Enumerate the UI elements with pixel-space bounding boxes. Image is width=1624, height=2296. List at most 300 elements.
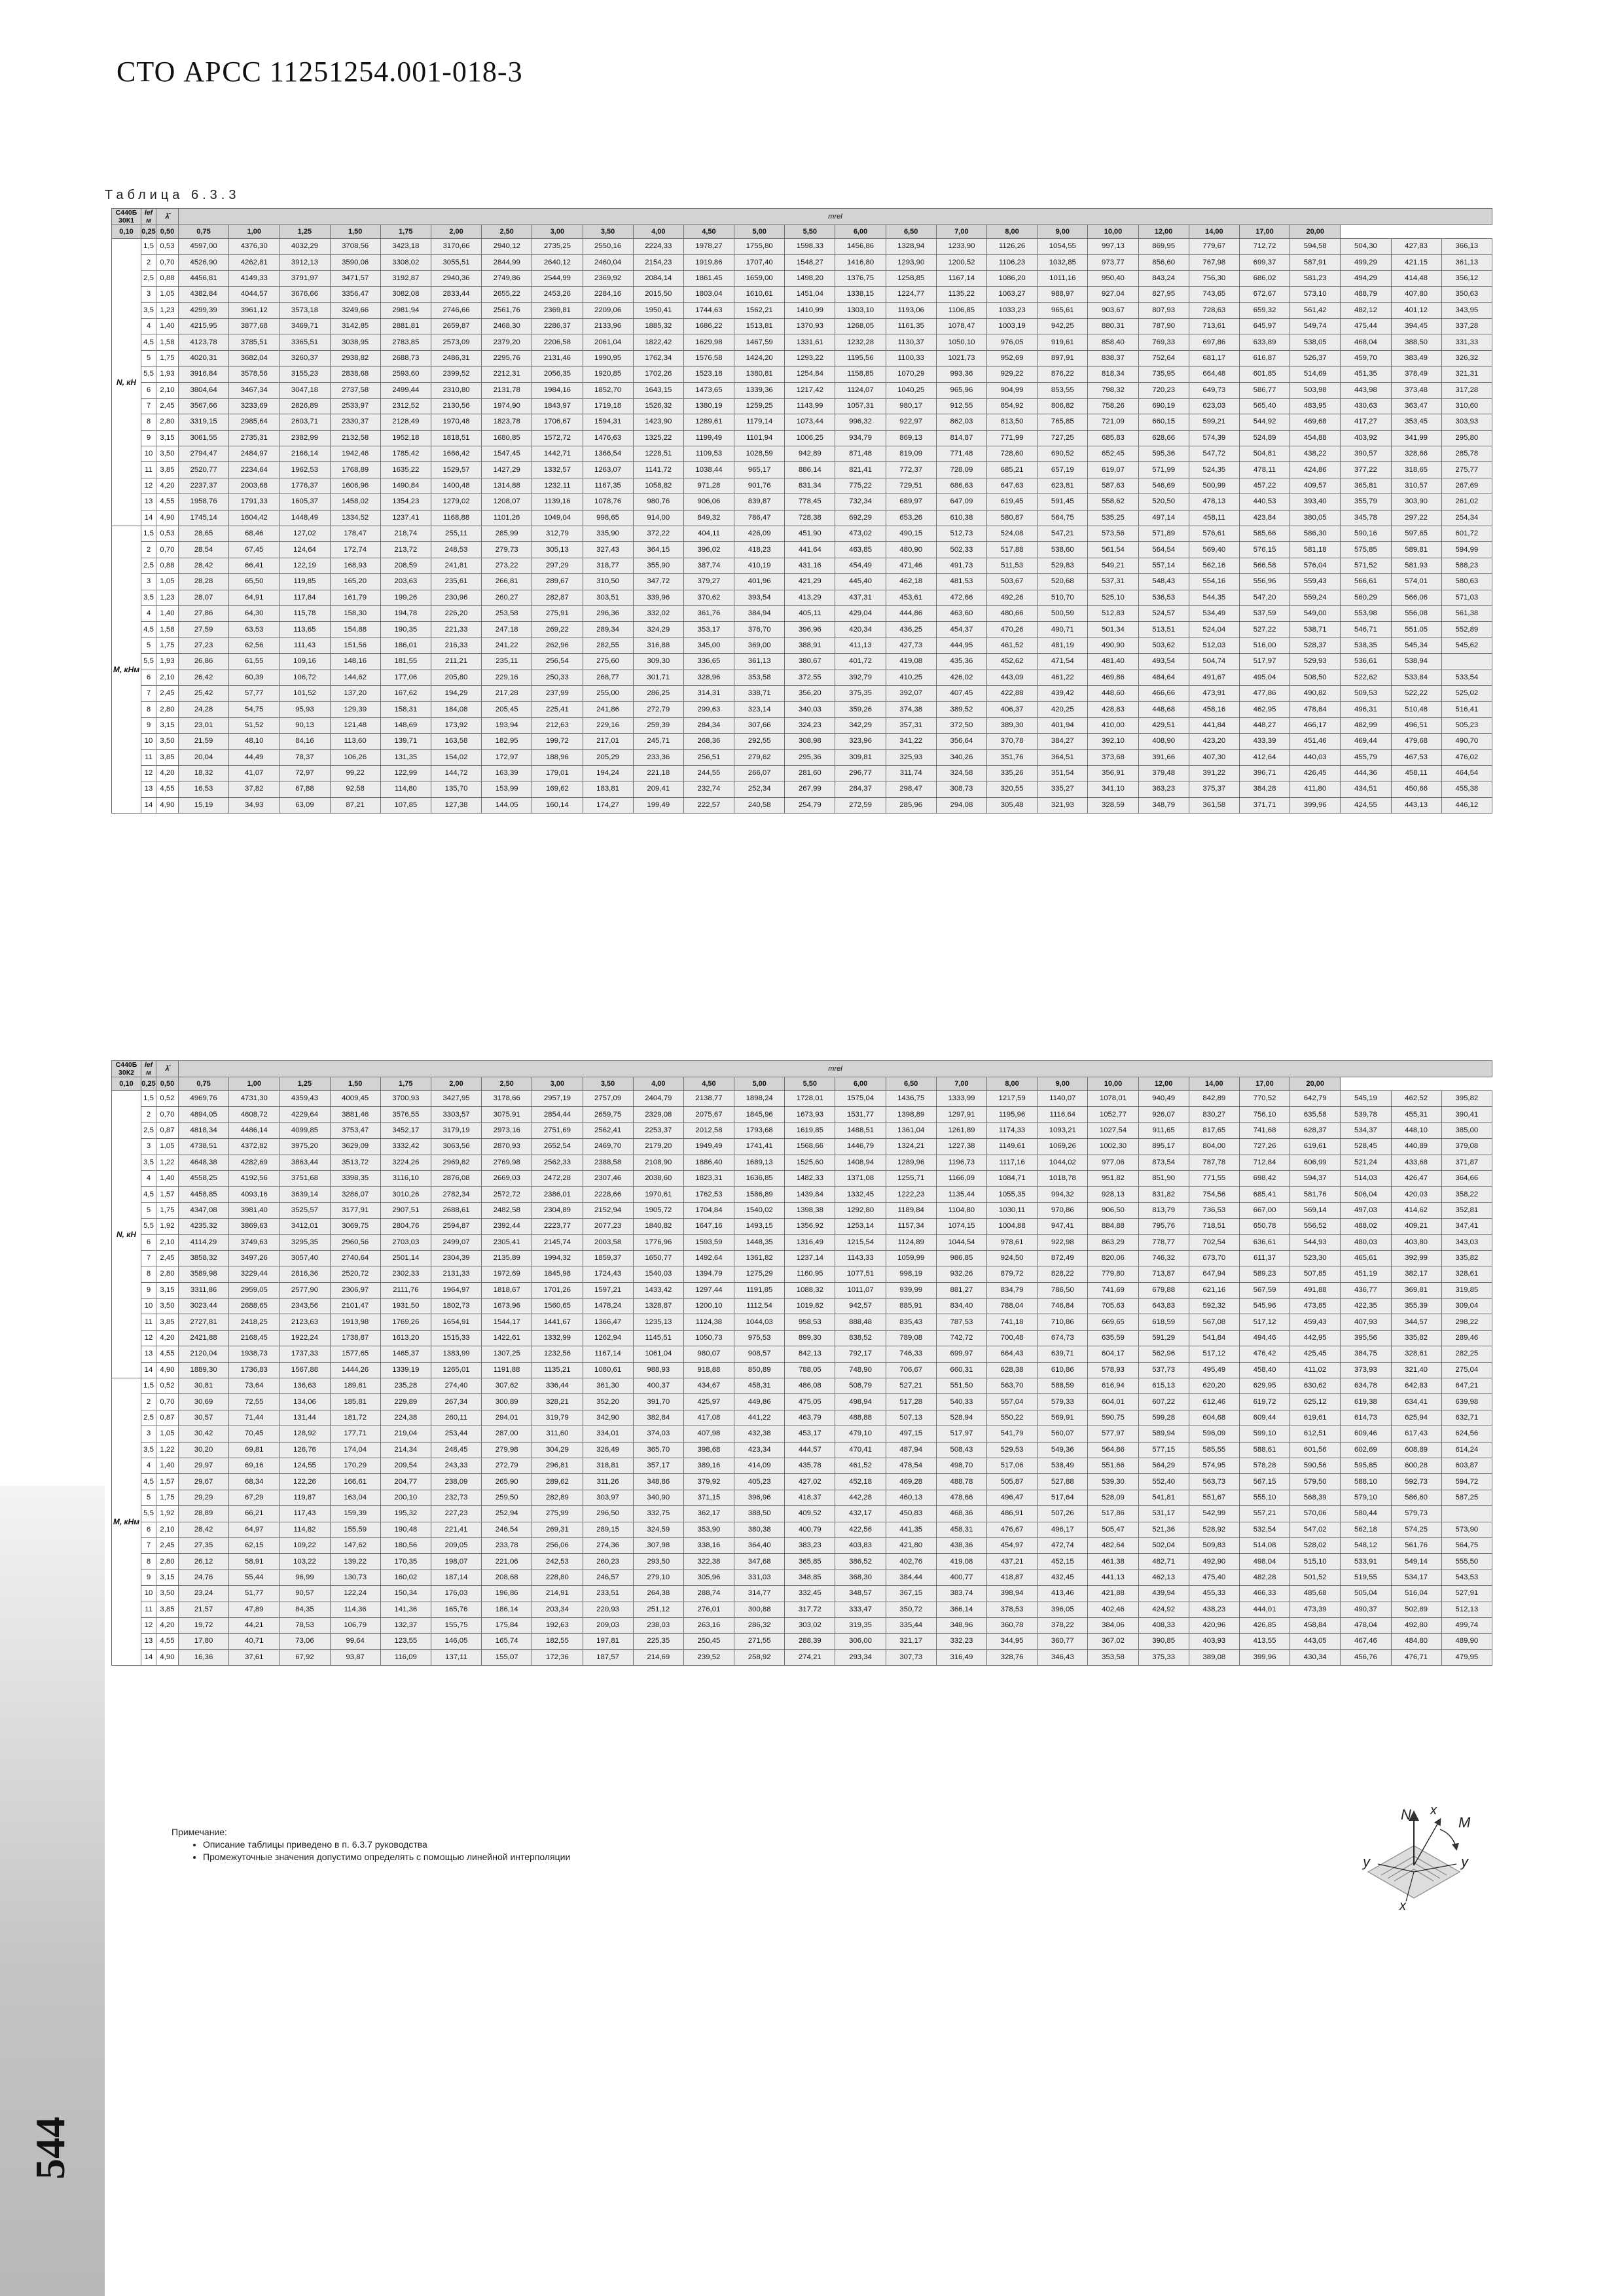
value-cell: 1376,75 (835, 270, 886, 286)
value-cell: 151,56 (330, 637, 380, 653)
table-row (112, 670, 1492, 685)
length-cell: 3 (141, 1426, 156, 1442)
value-cell: 66,21 (229, 1506, 280, 1522)
value-cell: 1433,42 (633, 1282, 683, 1298)
value-cell: 131,35 (380, 749, 431, 765)
value-cell: 2128,49 (380, 414, 431, 430)
value-cell: 286,32 (734, 1617, 785, 1633)
value-cell: 482,28 (1239, 1570, 1290, 1585)
value-cell: 265,90 (482, 1474, 532, 1490)
value-cell: 384,75 (1341, 1346, 1391, 1362)
value-cell: 888,48 (835, 1314, 886, 1330)
value-cell: 908,57 (734, 1346, 785, 1362)
value-cell: 170,35 (380, 1554, 431, 1570)
value-cell: 926,07 (1138, 1107, 1189, 1122)
value-cell: 64,97 (229, 1522, 280, 1537)
value-cell: 384,28 (1239, 781, 1290, 797)
value-cell: 664,48 (1189, 367, 1239, 382)
column-header: 1,50 (330, 225, 380, 239)
value-cell: 2854,44 (532, 1107, 583, 1122)
value-cell: 488,02 (1341, 1219, 1391, 1234)
value-cell: 2573,09 (431, 334, 481, 350)
value-cell: 1523,18 (683, 367, 734, 382)
value-cell: 4299,39 (179, 302, 229, 318)
value-cell: 3142,85 (330, 318, 380, 334)
table-row (112, 734, 1492, 749)
value-cell: 1074,15 (936, 1219, 986, 1234)
value-cell: 1101,94 (734, 430, 785, 446)
column-header: 2,50 (482, 225, 532, 239)
mrel-header: mrel (179, 209, 1492, 225)
value-cell: 328,66 (1391, 446, 1441, 462)
value-cell: 275,04 (1441, 1362, 1492, 1378)
value-cell: 536,61 (1341, 654, 1391, 670)
value-cell: 1018,78 (1038, 1170, 1088, 1186)
value-cell: 590,75 (1088, 1410, 1138, 1426)
value-cell: 303,51 (583, 590, 633, 605)
value-cell: 338,16 (683, 1537, 734, 1553)
value-cell: 353,58 (1088, 1649, 1138, 1665)
length-cell: 7 (141, 398, 156, 414)
value-cell: 3023,44 (179, 1299, 229, 1314)
value-cell: 601,85 (1239, 367, 1290, 382)
value-cell: 311,74 (886, 765, 936, 781)
table-row (112, 1410, 1492, 1426)
value-cell: 623,03 (1189, 398, 1239, 414)
value-cell: 141,36 (380, 1602, 431, 1617)
value-cell: 174,04 (330, 1442, 380, 1458)
value-cell: 478,13 (1189, 494, 1239, 510)
value-cell: 117,84 (280, 590, 330, 605)
value-cell: 478,84 (1290, 702, 1341, 717)
value-cell: 1498,20 (785, 270, 835, 286)
value-cell: 478,04 (1341, 1617, 1391, 1633)
value-cell: 650,78 (1239, 1219, 1290, 1234)
table-row (112, 1537, 1492, 1553)
value-cell: 127,02 (280, 526, 330, 542)
value-cell: 2388,58 (583, 1155, 633, 1170)
value-cell: 617,43 (1391, 1426, 1441, 1442)
table-row (112, 1474, 1492, 1490)
value-cell: 455,33 (1189, 1586, 1239, 1602)
value-cell: 996,32 (835, 414, 886, 430)
value-cell: 390,85 (1138, 1634, 1189, 1649)
slenderness-cell: 2,45 (156, 1250, 179, 1266)
value-cell: 356,20 (785, 685, 835, 701)
value-cell: 260,27 (482, 590, 532, 605)
value-cell: 485,68 (1290, 1586, 1341, 1602)
value-cell: 1011,16 (1038, 270, 1088, 286)
value-cell: 564,75 (1441, 1537, 1492, 1553)
value-cell: 364,66 (1441, 1170, 1492, 1186)
value-cell: 1922,24 (280, 1330, 330, 1346)
column-header: 4,00 (633, 1077, 683, 1091)
value-cell: 3063,56 (431, 1139, 481, 1155)
value-cell: 328,59 (1088, 797, 1138, 813)
value-cell: 2486,31 (431, 350, 481, 366)
value-cell: 499,74 (1441, 1617, 1492, 1633)
value-cell: 587,25 (1441, 1490, 1492, 1505)
value-cell: 2782,34 (431, 1187, 481, 1202)
value-cell: 1738,87 (330, 1330, 380, 1346)
value-cell: 491,73 (936, 558, 986, 573)
value-cell: 3912,13 (280, 255, 330, 270)
value-cell: 537,31 (1088, 574, 1138, 590)
value-cell: 2562,41 (583, 1122, 633, 1138)
value-cell: 26,86 (179, 654, 229, 670)
value-cell: 400,79 (785, 1522, 835, 1537)
value-cell: 471,46 (886, 558, 936, 573)
value-cell: 30,20 (179, 1442, 229, 1458)
value-cell: 262,96 (532, 637, 583, 653)
value-cell: 527,21 (886, 1378, 936, 1394)
value-cell: 242,53 (532, 1554, 583, 1570)
slenderness-cell: 1,75 (156, 350, 179, 366)
value-cell: 1680,85 (482, 430, 532, 446)
value-cell: 505,47 (1088, 1522, 1138, 1537)
slenderness-cell: 2,45 (156, 398, 179, 414)
value-cell: 419,08 (886, 654, 936, 670)
value-cell: 368,30 (835, 1570, 886, 1585)
column-header: 5,50 (785, 1077, 835, 1091)
slenderness-cell: 2,10 (156, 382, 179, 398)
value-cell: 1380,81 (734, 367, 785, 382)
value-cell: 3639,14 (280, 1187, 330, 1202)
value-cell: 1920,85 (583, 367, 633, 382)
value-cell: 203,34 (532, 1602, 583, 1617)
value-cell: 430,34 (1290, 1649, 1341, 1665)
value-cell: 528,02 (1290, 1537, 1341, 1553)
value-cell: 306,00 (835, 1634, 886, 1649)
value-cell: 165,74 (482, 1634, 532, 1649)
value-cell: 551,05 (1391, 622, 1441, 637)
value-cell: 483,95 (1290, 398, 1341, 414)
value-cell: 517,97 (1239, 654, 1290, 670)
value-cell: 340,03 (785, 702, 835, 717)
value-cell: 569,91 (1038, 1410, 1088, 1426)
group-label: M, кНм (112, 1378, 141, 1666)
value-cell: 194,78 (380, 605, 431, 621)
value-cell: 1063,27 (987, 287, 1038, 302)
value-cell: 1762,34 (633, 350, 683, 366)
value-cell: 258,92 (734, 1649, 785, 1665)
value-cell: 1086,20 (987, 270, 1038, 286)
value-cell: 30,42 (179, 1426, 229, 1442)
value-cell: 2940,36 (431, 270, 481, 286)
value-cell: 379,27 (683, 574, 734, 590)
value-cell: 1084,71 (987, 1170, 1038, 1186)
value-cell: 251,12 (633, 1602, 683, 1617)
value-cell: 37,82 (229, 781, 280, 797)
value-cell: 466,33 (1239, 1586, 1290, 1602)
slenderness-cell: 1,92 (156, 1219, 179, 1234)
value-cell: 1189,84 (886, 1202, 936, 1218)
value-cell: 444,86 (886, 605, 936, 621)
value-cell: 161,79 (330, 590, 380, 605)
value-cell: 881,27 (936, 1282, 986, 1298)
value-cell: 538,94 (1391, 654, 1441, 670)
value-cell: 521,36 (1138, 1522, 1189, 1537)
value-cell: 395,56 (1341, 1330, 1391, 1346)
value-cell: 556,96 (1239, 574, 1290, 590)
value-cell: 2544,99 (532, 270, 583, 286)
value-cell: 588,23 (1441, 558, 1492, 573)
value-cell: 454,88 (1290, 430, 1341, 446)
value-cell: 188,96 (532, 749, 583, 765)
value-cell: 311,60 (532, 1426, 583, 1442)
column-header: 10,00 (1088, 225, 1138, 239)
value-cell: 1366,47 (583, 1314, 633, 1330)
value-cell: 2640,12 (532, 255, 583, 270)
length-cell: 9 (141, 717, 156, 733)
value-cell: 426,85 (1239, 1617, 1290, 1633)
value-cell: 73,06 (280, 1634, 330, 1649)
value-cell: 633,89 (1239, 334, 1290, 350)
value-cell: 2746,66 (431, 302, 481, 318)
value-cell: 3676,66 (280, 287, 330, 302)
value-cell: 1823,31 (683, 1170, 734, 1186)
length-cell: 9 (141, 1282, 156, 1298)
value-cell: 1255,71 (886, 1170, 936, 1186)
value-cell: 596,09 (1189, 1426, 1239, 1442)
value-cell: 394,45 (1391, 318, 1441, 334)
value-cell: 3629,09 (330, 1139, 380, 1155)
value-cell: 328,61 (1441, 1266, 1492, 1282)
value-cell: 1124,38 (683, 1314, 734, 1330)
value-cell: 532,54 (1239, 1522, 1290, 1537)
value-cell: 321,31 (1441, 367, 1492, 382)
k-header: λ̄ (156, 209, 179, 225)
value-cell: 804,00 (1189, 1139, 1239, 1155)
value-cell: 466,17 (1290, 717, 1341, 733)
value-cell: 1314,88 (482, 478, 532, 493)
value-cell: 310,57 (1391, 478, 1441, 493)
value-cell: 820,06 (1088, 1250, 1138, 1266)
value-cell: 1990,95 (583, 350, 633, 366)
table-row (112, 1122, 1492, 1138)
corner-top: С440Б (115, 209, 137, 217)
value-cell: 27,86 (179, 605, 229, 621)
value-cell: 1845,98 (532, 1266, 583, 1282)
value-cell: 490,15 (886, 526, 936, 542)
slenderness-cell: 2,45 (156, 1537, 179, 1553)
value-cell: 1493,15 (734, 1219, 785, 1234)
value-cell: 158,31 (380, 702, 431, 717)
column-header: 12,00 (1138, 225, 1189, 239)
value-cell: 3700,93 (380, 1091, 431, 1107)
value-cell: 635,58 (1290, 1107, 1341, 1122)
column-header: 0,75 (179, 1077, 229, 1091)
table-row (112, 1426, 1492, 1442)
value-cell: 1227,38 (936, 1139, 986, 1155)
value-cell: 814,87 (936, 430, 986, 446)
value-cell: 409,21 (1391, 1219, 1441, 1234)
value-cell: 550,22 (987, 1410, 1038, 1426)
value-cell: 334,01 (583, 1426, 633, 1442)
value-cell: 3863,44 (280, 1155, 330, 1170)
value-cell: 1233,90 (936, 239, 986, 255)
value-cell: 396,96 (785, 622, 835, 637)
value-cell: 146,05 (431, 1634, 481, 1649)
value-cell: 1410,99 (785, 302, 835, 318)
value-cell: 3881,46 (330, 1107, 380, 1122)
value-cell: 165,20 (330, 574, 380, 590)
value-cell: 296,81 (532, 1458, 583, 1473)
value-cell: 275,60 (583, 654, 633, 670)
value-cell: 268,36 (683, 734, 734, 749)
value-cell: 1006,25 (785, 430, 835, 446)
value-cell: 67,92 (280, 1649, 330, 1665)
value-cell: 103,22 (280, 1554, 330, 1570)
value-cell: 549,21 (1088, 558, 1138, 573)
column-header: 3,50 (583, 1077, 633, 1091)
value-cell: 1124,89 (886, 1234, 936, 1250)
axis-label-y-left: y (1363, 1854, 1370, 1870)
value-cell: 109,16 (280, 654, 330, 670)
table-row (112, 1522, 1492, 1537)
value-cell: 1324,21 (886, 1139, 936, 1155)
value-cell: 1818,51 (431, 430, 481, 446)
length-cell: 8 (141, 1554, 156, 1570)
value-cell: 40,71 (229, 1634, 280, 1649)
value-cell: 346,43 (1038, 1649, 1088, 1665)
value-cell: 1293,22 (785, 350, 835, 366)
value-cell: 835,43 (886, 1314, 936, 1330)
value-cell: 1100,33 (886, 350, 936, 366)
value-cell: 487,94 (886, 1442, 936, 1458)
value-cell: 418,23 (734, 542, 785, 558)
value-cell: 96,99 (280, 1570, 330, 1585)
slenderness-cell: 0,88 (156, 558, 179, 573)
value-cell: 1077,51 (835, 1266, 886, 1282)
value-cell: 2237,37 (179, 478, 229, 493)
value-cell: 3497,26 (229, 1250, 280, 1266)
value-cell: 380,67 (785, 654, 835, 670)
value-cell: 871,48 (835, 446, 886, 462)
value-cell: 554,16 (1189, 574, 1239, 590)
value-cell: 997,13 (1088, 239, 1138, 255)
value-cell: 379,48 (1138, 765, 1189, 781)
value-cell: 574,01 (1391, 574, 1441, 590)
value-cell: 197,81 (583, 1634, 633, 1649)
value-cell: 771,48 (936, 446, 986, 462)
value-cell: 619,61 (1290, 1410, 1341, 1426)
value-cell: 115,78 (280, 605, 330, 621)
value-cell: 321,17 (886, 1634, 936, 1649)
value-cell: 69,81 (229, 1442, 280, 1458)
value-cell: 524,57 (1138, 605, 1189, 621)
value-cell: 458,31 (734, 1378, 785, 1394)
value-cell: 101,52 (280, 685, 330, 701)
slenderness-cell: 1,05 (156, 1139, 179, 1155)
value-cell: 461,52 (987, 637, 1038, 653)
value-cell: 947,41 (1038, 1219, 1088, 1234)
value-cell: 1458,02 (330, 494, 380, 510)
column-header: 10,00 (1088, 1077, 1138, 1091)
axis-label-x-bottom: x (1399, 1899, 1406, 1911)
value-cell: 589,94 (1138, 1426, 1189, 1442)
value-cell: 245,71 (633, 734, 683, 749)
value-cell: 539,78 (1341, 1107, 1391, 1122)
value-cell: 243,33 (431, 1458, 481, 1473)
value-cell: 1199,49 (683, 430, 734, 446)
value-cell: 2120,04 (179, 1346, 229, 1362)
value-cell: 621,16 (1189, 1282, 1239, 1298)
value-cell: 275,77 (1441, 462, 1492, 478)
value-cell: 507,13 (886, 1410, 936, 1426)
value-cell: 259,50 (482, 1490, 532, 1505)
value-cell: 289,62 (532, 1474, 583, 1490)
value-cell: 1117,16 (987, 1155, 1038, 1170)
value-cell: 205,29 (583, 749, 633, 765)
value-cell: 918,88 (683, 1362, 734, 1378)
value-cell: 158,30 (330, 605, 380, 621)
value-cell: 410,00 (1088, 717, 1138, 733)
value-cell: 16,36 (179, 1649, 229, 1665)
value-cell: 2838,68 (330, 367, 380, 382)
value-cell: 371,71 (1239, 797, 1290, 813)
value-cell: 3055,51 (431, 255, 481, 270)
value-cell: 130,73 (330, 1570, 380, 1585)
value-cell: 1093,21 (1038, 1122, 1088, 1138)
value-cell: 1416,80 (835, 255, 886, 270)
value-cell: 502,33 (936, 542, 986, 558)
value-cell: 332,75 (633, 1506, 683, 1522)
value-cell: 1059,99 (886, 1250, 936, 1266)
value-cell: 1701,26 (532, 1282, 583, 1298)
value-cell: 504,74 (1189, 654, 1239, 670)
value-cell: 563,73 (1189, 1474, 1239, 1490)
value-cell: 2973,16 (482, 1122, 532, 1138)
column-header: 17,00 (1239, 1077, 1290, 1091)
value-cell: 495,04 (1239, 670, 1290, 685)
slenderness-cell: 1,05 (156, 287, 179, 302)
value-cell: 565,40 (1239, 398, 1290, 414)
value-cell: 364,15 (633, 542, 683, 558)
value-cell: 2561,76 (482, 302, 532, 318)
column-header: 7,00 (936, 1077, 986, 1091)
value-cell: 1540,02 (734, 1202, 785, 1218)
value-cell: 441,35 (886, 1522, 936, 1537)
value-cell: 305,48 (987, 797, 1038, 813)
value-cell: 580,87 (987, 510, 1038, 526)
value-cell: 295,36 (785, 749, 835, 765)
value-cell: 2907,51 (380, 1202, 431, 1218)
value-cell: 221,18 (633, 765, 683, 781)
value-cell: 1158,85 (835, 367, 886, 382)
value-cell: 163,58 (431, 734, 481, 749)
value-cell: 634,78 (1341, 1378, 1391, 1394)
value-cell: 897,91 (1038, 350, 1088, 366)
value-cell: 1140,07 (1038, 1091, 1088, 1107)
table-row (112, 526, 1492, 542)
value-cell: 372,50 (936, 717, 986, 733)
value-cell: 1112,54 (734, 1299, 785, 1314)
value-cell: 885,91 (886, 1299, 936, 1314)
corner-label (112, 209, 141, 225)
value-cell: 579,73 (1391, 1506, 1441, 1522)
value-cell: 779,67 (1189, 239, 1239, 255)
value-cell: 1422,61 (482, 1330, 532, 1346)
table-row (112, 574, 1492, 590)
value-cell: 517,88 (987, 542, 1038, 558)
value-cell: 710,86 (1038, 1314, 1088, 1330)
value-cell: 34,93 (229, 797, 280, 813)
value-cell: 199,26 (380, 590, 431, 605)
value-cell: 166,61 (330, 1474, 380, 1490)
value-cell: 1755,80 (734, 239, 785, 255)
value-cell: 68,34 (229, 1474, 280, 1490)
